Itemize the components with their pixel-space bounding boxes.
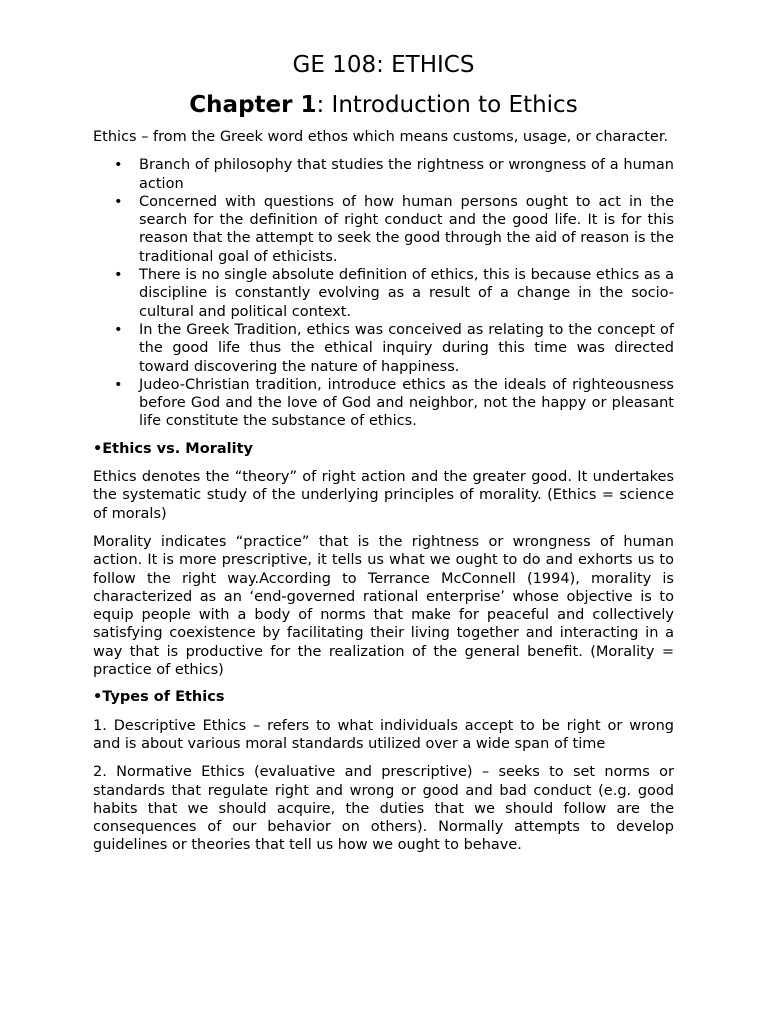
list-item [93, 156, 674, 193]
bullet-icon: • [114, 321, 123, 338]
chapter-heading [93, 90, 674, 120]
ethics-bullet-list [93, 156, 674, 430]
section-heading-types-of-ethics: •Types of Ethics [93, 689, 225, 706]
list-item-text: In the Greek Tradition, ethics was conceived as relating to the concept of the good life thus the ethical inquiry during this time was directed toward discovering the nature of happiness. [139, 321, 674, 375]
chapter-label: Chapter 1 [189, 92, 317, 118]
intro-paragraph: Ethics – from the Greek word ethos which means customs, usage, or character. [93, 129, 669, 145]
list-item-text: Branch of philosophy that studies the rightness or wrongness of a human action [139, 157, 674, 192]
descriptive-ethics-paragraph: 1. Descriptive Ethics – refers to what individuals accept to be right or wrong and is about various moral standards utilized over a wide span of time [93, 717, 674, 752]
bullet-icon: • [114, 157, 123, 174]
ethics-definition-paragraph: Ethics denotes the “theory” of right action and the greater good. It undertakes the systematic study of the underlying principles of morality. (Ethics = science of morals) [93, 469, 674, 522]
list-item-text: Judeo-Christian tradition, introduce ethics as the ideals of righteousness before God and the love of God and neighbor, not the happy or pleasant life constitute the substance of ethics. [139, 376, 674, 430]
section-heading-ethics-vs-morality: •Ethics vs. Morality [93, 440, 253, 457]
list-item-text: There is no single absolute definition of ethics, this is because ethics as a discipline is constantly evolving as a result of a change in the socio-cultural and political context. [139, 267, 674, 320]
list-item-text: Concerned with questions of how human persons ought to act in the search for the definition of right conduct and the good life. It is for this reason that the attempt to seek the good through the aid of reason is the traditional goal of ethicists. [139, 193, 674, 265]
document-title: GE 108: ETHICS [292, 52, 475, 78]
list-item [93, 321, 674, 376]
bullet-icon: • [114, 193, 123, 210]
list-item [93, 266, 674, 321]
chapter-subtitle: : Introduction to Ethics [316, 92, 578, 118]
bullet-icon: • [114, 376, 123, 393]
list-item [93, 193, 674, 266]
morality-definition-paragraph: Morality indicates “practice” that is the rightness or wrongness of human action. It is more prescriptive, it tells us what we ought to do and exhorts us to follow the right way.According to Terrance McConnell (1994), morality is characterized as an ‘end-governed rational enterprise’ whose objective is to equip people with a body of norms that make for peaceful and collectively satisfying coexistence by facilitating their living together and interacting in a way that is productive for the realization of the general benefit. (Morality = practice of ethics) [93, 533, 674, 679]
bullet-icon: • [114, 267, 123, 284]
normative-ethics-paragraph: 2. Normative Ethics (evaluative and prescriptive) – seeks to set norms or standards that regulate right and wrong or good and bad conduct (e.g. good habits that we should acquire, the duties that we should follow are the consequences of our behavior on others). Normally attempts to develop guidelines or theories that tell us how we ought to behave. [93, 764, 674, 854]
list-item [93, 376, 674, 431]
document-page [93, 50, 674, 855]
